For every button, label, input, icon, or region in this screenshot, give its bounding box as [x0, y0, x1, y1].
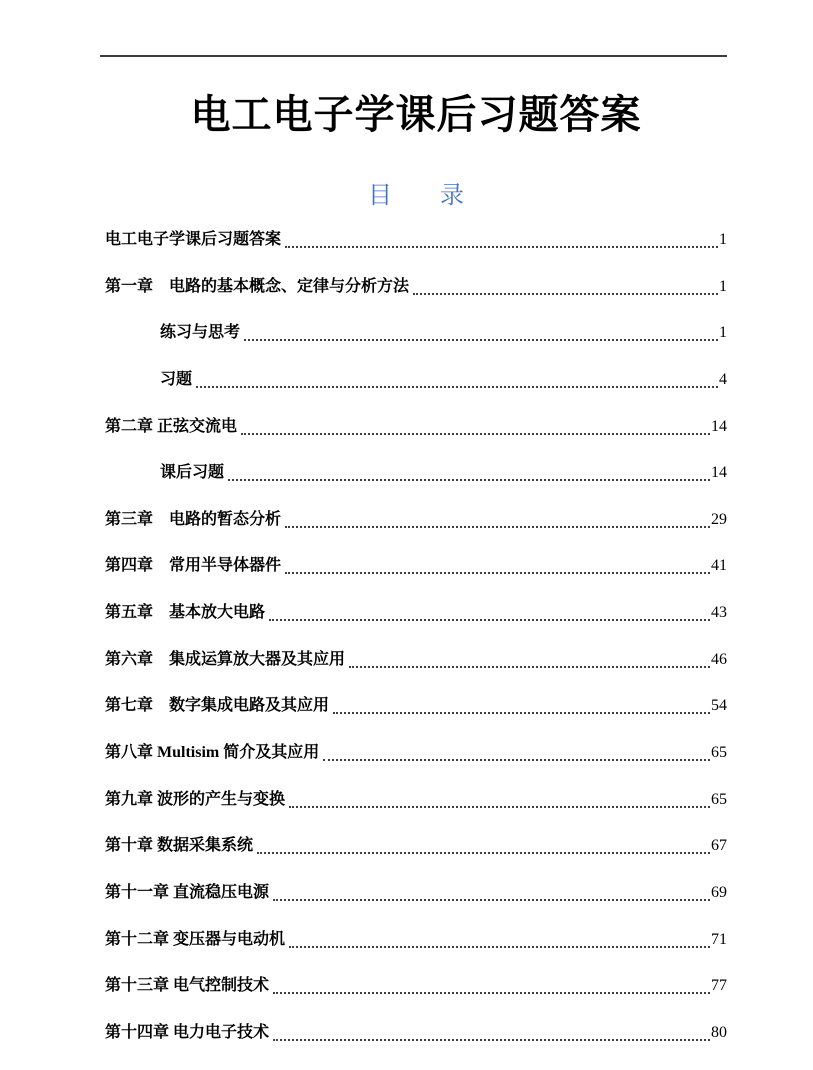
toc-entry-page-number: 1	[719, 231, 727, 248]
toc-entry-title: 第十四章 电力电子技术	[105, 1023, 270, 1041]
toc-entry-title: 第十章 数据采集系统	[105, 837, 254, 855]
toc-entry[interactable]	[105, 743, 727, 790]
toc-dot-leader	[349, 650, 710, 668]
toc-dot-leader	[241, 417, 710, 435]
toc-dot-leader	[244, 323, 718, 341]
toc-entry[interactable]	[105, 556, 727, 603]
toc-entry-page-number: 67	[711, 837, 727, 855]
toc-entry[interactable]	[105, 883, 727, 930]
toc-dot-leader	[289, 790, 710, 808]
toc-entry[interactable]	[105, 650, 727, 697]
toc-entry-page-number: 1	[719, 324, 727, 342]
toc-entry[interactable]	[105, 230, 727, 277]
toc-entry[interactable]	[105, 370, 727, 417]
toc-entry-page-number: 14	[711, 464, 727, 482]
document-title: 电工电子学课后习题答案	[190, 92, 642, 137]
toc-heading: 目 录	[368, 183, 464, 209]
toc-entry-title: 课后习题	[160, 464, 225, 482]
toc-entry-title: 第四章 常用半导体器件	[105, 557, 282, 575]
toc-entry[interactable]	[105, 510, 727, 557]
toc-list	[105, 230, 727, 1070]
toc-entry-title: 第九章 波形的产生与变换	[105, 790, 286, 808]
toc-dot-leader	[228, 463, 710, 481]
toc-dot-leader	[333, 696, 710, 714]
toc-entry-page-number: 4	[719, 370, 727, 388]
toc-entry-page-number: 77	[711, 977, 727, 995]
toc-dot-leader	[273, 1023, 710, 1041]
toc-dot-leader	[273, 976, 710, 994]
toc-entry[interactable]	[105, 836, 727, 883]
toc-entry-page-number: 80	[711, 1023, 727, 1041]
toc-entry-title: 第三章 电路的暂态分析	[105, 510, 282, 528]
header-divider-rule	[100, 55, 727, 57]
toc-entry-page-number: 65	[711, 790, 727, 808]
toc-entry[interactable]	[105, 323, 727, 370]
toc-entry-title: 第五章 基本放大电路	[105, 604, 266, 622]
toc-entry[interactable]	[105, 790, 727, 837]
toc-entry[interactable]	[105, 463, 727, 510]
toc-dot-leader	[323, 743, 710, 761]
toc-dot-leader	[289, 930, 710, 948]
toc-entry-page-number: 43	[711, 604, 727, 622]
toc-entry-title: 第十三章 电气控制技术	[105, 977, 270, 995]
toc-entry-title: 习题	[160, 370, 193, 388]
toc-dot-leader	[285, 230, 718, 248]
toc-entry-title: 第一章 电路的基本概念、定律与分析方法	[105, 277, 410, 295]
toc-entry-title: 练习与思考	[160, 324, 241, 342]
toc-dot-leader	[413, 277, 718, 295]
toc-entry[interactable]	[105, 1023, 727, 1070]
toc-entry[interactable]	[105, 277, 727, 324]
toc-entry-page-number: 69	[711, 883, 727, 901]
toc-entry-title: 电工电子学课后习题答案	[105, 231, 282, 248]
toc-dot-leader	[196, 370, 718, 388]
toc-dot-leader	[273, 883, 710, 901]
toc-entry-page-number: 46	[711, 650, 727, 668]
toc-entry-page-number: 29	[711, 510, 727, 528]
toc-dot-leader	[285, 556, 710, 574]
toc-entry[interactable]	[105, 696, 727, 743]
toc-entry-title: 第八章 Multisim 简介及其应用	[105, 744, 320, 762]
toc-dot-leader	[285, 510, 710, 528]
toc-entry[interactable]	[105, 930, 727, 977]
toc-entry-title: 第十二章 变压器与电动机	[105, 930, 286, 948]
toc-entry[interactable]	[105, 603, 727, 650]
toc-entry-page-number: 41	[711, 557, 727, 575]
toc-dot-leader	[257, 836, 710, 854]
toc-entry[interactable]	[105, 976, 727, 1023]
toc-entry-page-number: 14	[711, 417, 727, 435]
toc-entry-title: 第六章 集成运算放大器及其应用	[105, 650, 346, 668]
toc-entry-title: 第十一章 直流稳压电源	[105, 883, 270, 901]
toc-entry-page-number: 71	[711, 930, 727, 948]
toc-entry-page-number: 1	[719, 277, 727, 295]
toc-entry-title: 第二章 正弦交流电	[105, 417, 238, 435]
toc-entry-page-number: 54	[711, 697, 727, 715]
toc-entry[interactable]	[105, 417, 727, 464]
toc-dot-leader	[269, 603, 710, 621]
toc-entry-page-number: 65	[711, 744, 727, 762]
toc-entry-title: 第七章 数字集成电路及其应用	[105, 697, 330, 715]
